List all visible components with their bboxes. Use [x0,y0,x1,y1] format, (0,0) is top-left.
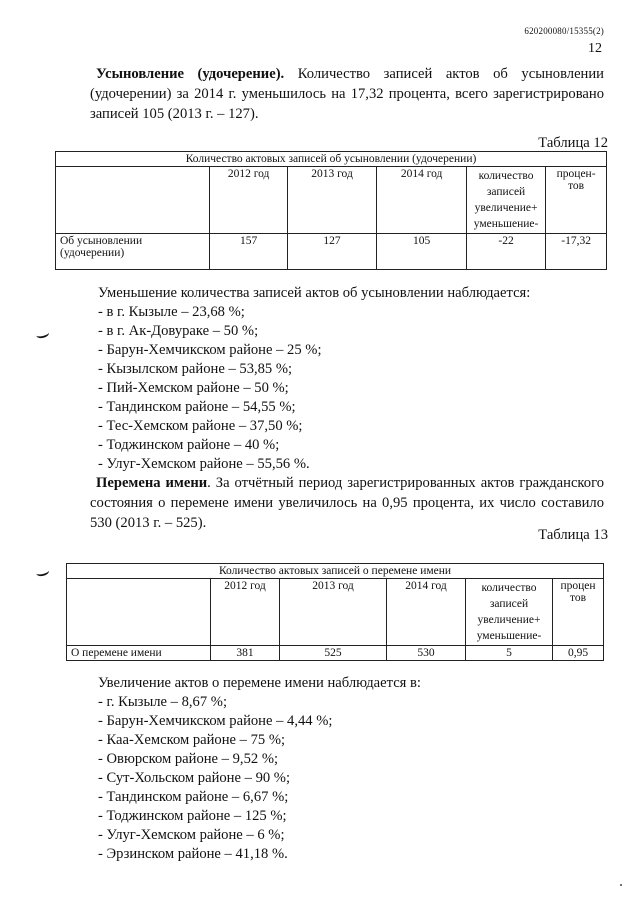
section-name-change [90,473,604,533]
list-item: - Тоджинском районе – 40 %; [98,437,280,453]
table13-header-2014: 2014 год [387,579,466,646]
list-item: - Сут-Хольском районе – 90 %; [98,770,291,786]
list-item: - Тоджинском районе – 125 %; [98,808,287,824]
table12-cell-2014: 105 [377,234,467,270]
table12-header-2013: 2013 год [287,167,377,234]
list-item: - Барун-Хемчикском районе – 25 %; [98,342,322,358]
table13-header-count: количество записей увеличение+ уменьшение- [466,579,553,646]
section-name-change-heading: Перемена имени [96,475,208,491]
table12-cell-2012: 157 [210,234,287,270]
list-item: - г. Кызыле – 8,67 %; [98,694,228,710]
table12-caption: Таблица 12 [538,135,608,151]
list-item: - в г. Кызыле – 23,68 %; [98,304,245,320]
table13-row-label: О перемене имени [67,646,211,661]
scan-dot [620,884,622,886]
table13-header-percent: процен тов [553,579,604,646]
list-item: - Овюрском районе – 9,52 %; [98,751,279,767]
list-item: - Кызылском районе – 53,85 %; [98,361,293,377]
table13-header-2013: 2013 год [280,579,387,646]
section-name-change-text: . За отчётный период зарегистрированных актов гражданского состояния о перемене имени увеличилось на 0,95 процента, их число составило 530 (2013 г. – 525). [90,475,605,531]
table12-header-2014: 2014 год [377,167,467,234]
list-item: - Каа-Хемском районе – 75 %; [98,732,286,748]
page-number: 12 [588,41,602,56]
table13-cell-count: 5 [466,646,553,661]
document-id: 620200080/15355(2) [524,26,604,36]
table12-header-percent: процен-тов [546,167,607,234]
list-item: - в г. Ак-Довураке – 50 %; [98,323,259,339]
table12-row-label: Об усыновлении (удочерении) [56,234,210,270]
list-item: - Улуг-Хемском районе – 6 %; [98,827,285,843]
table12-cell-percent: -17,32 [546,234,607,270]
table12-cell-2013: 127 [287,234,377,270]
table13-cell-2013: 525 [280,646,387,661]
list-item: - Тес-Хемском районе – 37,50 %; [98,418,303,434]
list-item: - Пий-Хемском районе – 50 %; [98,380,289,396]
list-item: - Эрзинском районе – 41,18 %. [98,846,288,862]
section-adoption-text: Количество записей актов об усыновлении (удочерении) за 2014 г. уменьшилось на 17,32 процента, всего зарегистрировано записей 105 (2013 г. – 127). [90,66,604,122]
list1-intro: Уменьшение количества записей актов об усыновлении наблюдается: [98,285,531,301]
list-item: - Барун-Хемчикском районе – 4,44 %; [98,713,333,729]
section-adoption-heading: Усыновление (удочерение). [96,66,285,82]
scan-mark [35,567,49,578]
table12-header-2012: 2012 год [210,167,287,234]
list2-intro: Увеличение актов о перемене имени наблюдается в: [98,675,421,691]
table13-cell-2014: 530 [387,646,466,661]
section-adoption [90,64,604,124]
list-item: - Тандинском районе – 54,55 %; [98,399,296,415]
list-item: - Тандинском районе – 6,67 %; [98,789,289,805]
table12-header-empty [56,167,210,234]
table-name-change [66,563,604,661]
table13-title: Количество актовых записей о перемене имени [67,564,604,579]
table12-cell-count: -22 [466,234,545,270]
list-item: - Улуг-Хемском районе – 55,56 %. [98,456,310,472]
table13-header-2012: 2012 год [211,579,280,646]
adoption-decrease-list [98,284,530,474]
table13-cell-2012: 381 [211,646,280,661]
scan-mark [35,329,49,340]
table13-header-empty [67,579,211,646]
name-change-increase-list [98,674,421,864]
table-adoption [55,151,607,270]
table12-header-count: количество записей увеличение+ уменьшение- [466,167,545,234]
table12-title: Количество актовых записей об усыновлении (удочерении) [56,152,607,167]
table13-caption: Таблица 13 [538,527,608,543]
table13-cell-percent: 0,95 [553,646,604,661]
